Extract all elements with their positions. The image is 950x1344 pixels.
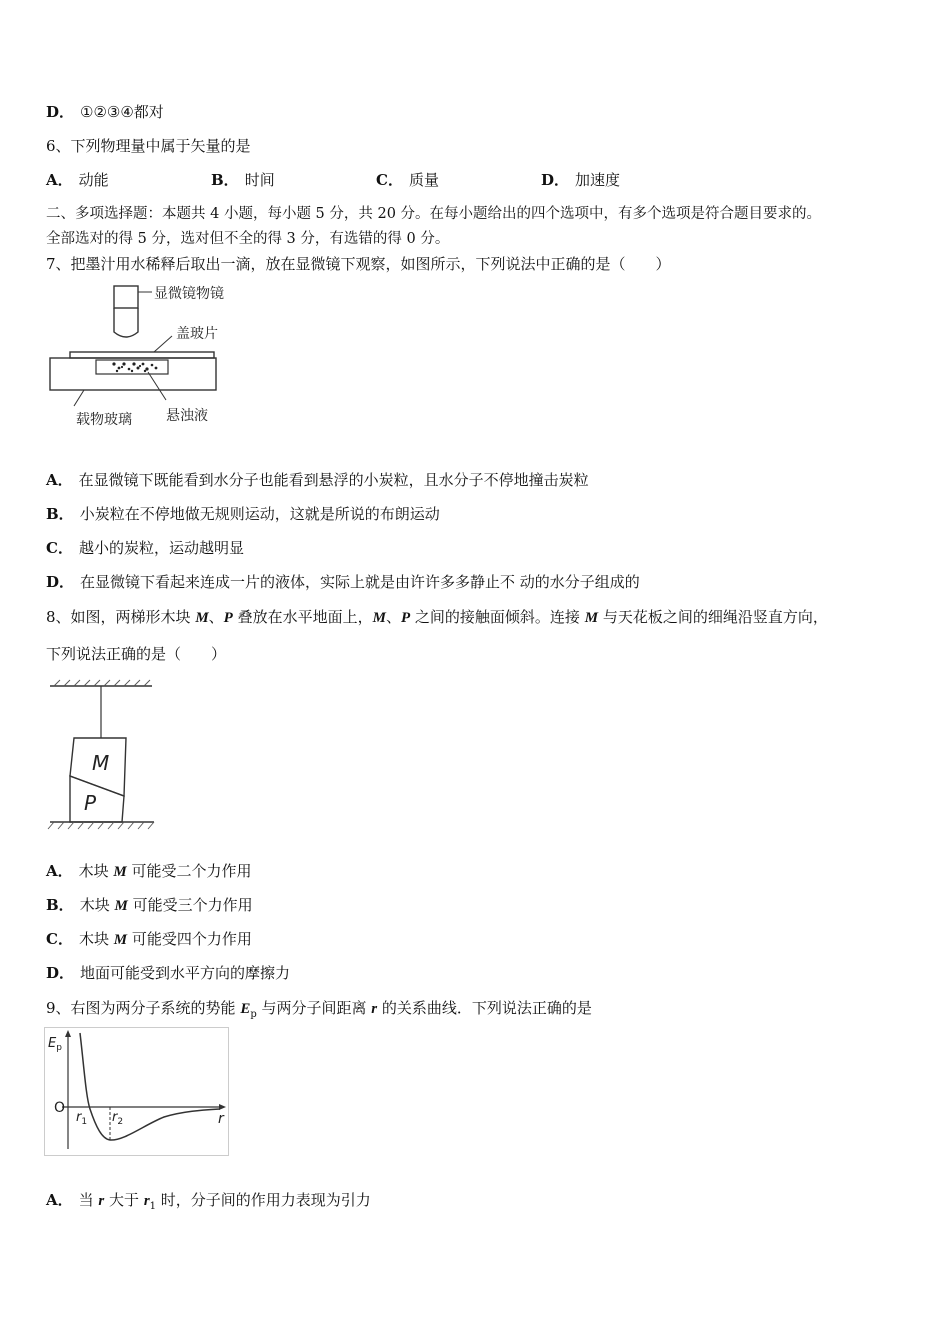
option-text: 时间 (244, 171, 275, 189)
option-label: A． (46, 471, 73, 489)
q8-stem-line2: 下列说法正确的是（ ） (46, 645, 227, 663)
q8-sep: 、 (208, 608, 224, 626)
var-m: M (114, 898, 128, 914)
option-text: 可能受三个力作用 (127, 896, 253, 914)
block-p (70, 776, 124, 822)
cover-leader (154, 336, 172, 352)
r2-sub: 2 (117, 1117, 124, 1127)
var-m: M (113, 932, 128, 948)
blocks-figure (44, 676, 164, 836)
var-ep-sub: p (250, 1009, 257, 1020)
potential-energy-graph (44, 1027, 230, 1157)
r1-sub: 1 (81, 1117, 88, 1127)
q5-option-d (46, 102, 164, 122)
q9-text: 与两分子间距离 (256, 999, 372, 1017)
r1-label (76, 1110, 87, 1127)
option-label: C． (46, 930, 73, 948)
cover-label: 盖玻片 (176, 326, 218, 342)
option-text: ①②③④都对 (80, 103, 164, 121)
r2-main: r (112, 1110, 118, 1125)
q8-text: 8、如图，两梯形木块 (46, 608, 196, 626)
q8-text: 叠放在水平地面上， (232, 608, 373, 626)
suspension-leader (148, 372, 166, 400)
var-m: M (195, 610, 209, 626)
q9-text: 9、右图为两分子系统的势能 (46, 999, 241, 1017)
q6-option-d (541, 170, 620, 190)
ground-hatch (48, 822, 154, 829)
q7-option-d (46, 572, 640, 592)
var-r: r (371, 1001, 378, 1017)
graph-frame (45, 1028, 229, 1156)
option-text: 在显微镜下既能看到水分子也能看到悬浮的小炭粒，且水分子不停地撞击炭粒 (78, 471, 589, 489)
var-p: P (223, 610, 233, 626)
label-m: M (92, 751, 110, 775)
option-label: A． (46, 171, 73, 189)
option-label: D． (46, 573, 75, 591)
q8-text: 与天花板之间的细绳沿竖直方向， (598, 608, 828, 626)
q8-option-d (46, 963, 290, 983)
slide-leader (74, 390, 84, 406)
var-ep: E (240, 1001, 251, 1017)
option-text: 加速度 (575, 171, 621, 189)
q7-stem: 7、把墨汁用水稀释后取出一滴，放在显微镜下观察，如图所示，下列说法中正确的是（ ） (46, 255, 671, 273)
r2-label (112, 1110, 123, 1127)
q6-stem: 6、下列物理量中属于矢量的是 (46, 137, 251, 155)
q8-text: 之间的接触面倾斜。连接 (410, 608, 585, 626)
y-label (48, 1036, 62, 1053)
q8-option-b (46, 895, 253, 916)
r1-main: r (76, 1110, 82, 1125)
potential-curve (80, 1033, 220, 1140)
q7-option-a (46, 470, 589, 490)
option-text: 当 (78, 1191, 99, 1209)
option-text: 大于 (104, 1191, 144, 1209)
section2-line1: 二、多项选择题：本题共 4 小题，每小题 5 分，共 20 分。在每小题给出的四个选项中，有多个选项是符合题目要求的。 (46, 206, 822, 222)
option-text: 动能 (78, 171, 109, 189)
objective-lens (114, 308, 138, 337)
y-label-main: E (48, 1036, 57, 1051)
q9-stem (46, 998, 592, 1025)
option-text: 地面可能受到水平方向的摩擦力 (80, 964, 291, 982)
q9-text: 的关系曲线．下列说法正确的是 (377, 999, 592, 1017)
option-label: B． (46, 896, 74, 914)
section2-line2: 全部选对的得 5 分，选对但不全的得 3 分，有选错的得 0 分。 (46, 231, 450, 247)
option-text: 在显微镜下看起来连成一片的液体，实际上就是由许许多多静止不 动的水分子组成的 (80, 573, 640, 591)
q8-stem-line1 (46, 607, 828, 628)
option-text: 时，分子间的作用力表现为引力 (156, 1191, 371, 1209)
q6-option-b (211, 170, 275, 190)
var-m: M (584, 610, 599, 626)
option-text: 木块 (78, 862, 114, 880)
q6-option-c (376, 170, 439, 190)
y-label-sub: p (56, 1043, 62, 1053)
option-text: 质量 (408, 171, 439, 189)
option-label: A． (46, 862, 73, 880)
option-text: 可能受四个力作用 (127, 930, 252, 948)
x-label: r (218, 1111, 224, 1127)
microscope-figure (44, 278, 244, 433)
var-r1-sub: 1 (149, 1201, 157, 1212)
option-label: B． (46, 505, 74, 523)
label-p: P (84, 791, 97, 815)
option-text: 木块 (78, 930, 114, 948)
option-label: C． (46, 539, 73, 557)
q8-sep: 、 (385, 608, 401, 626)
cover-glass (70, 352, 214, 358)
option-label: C． (376, 171, 403, 189)
x-arrow (219, 1104, 226, 1110)
q8-option-c (46, 929, 252, 950)
option-label: D． (541, 171, 570, 189)
q7-option-c (46, 538, 244, 558)
option-label: D． (46, 964, 75, 982)
q8-option-a (46, 861, 252, 882)
objective-barrel (114, 286, 138, 308)
option-text: 小炭粒在不停地做无规则运动，这就是所说的布朗运动 (79, 505, 440, 523)
objective-label: 显微镜物镜 (154, 286, 224, 302)
var-m: M (113, 864, 127, 880)
q7-option-b (46, 504, 440, 524)
suspension-label: 悬浊液 (166, 408, 208, 424)
ceiling-hatch (54, 680, 150, 686)
option-text: 越小的炭粒，运动越明显 (78, 539, 244, 557)
origin-label: O (54, 1100, 66, 1116)
y-arrow (65, 1030, 71, 1037)
suspension-particles (112, 362, 157, 372)
option-label: D． (46, 103, 75, 121)
q9-option-a (46, 1190, 371, 1217)
option-text: 可能受二个力作用 (126, 862, 252, 880)
q6-option-a (46, 170, 109, 190)
option-text: 木块 (79, 896, 115, 914)
var-r: r (98, 1193, 105, 1209)
option-label: B． (211, 171, 239, 189)
option-label: A． (46, 1191, 73, 1209)
var-p: P (400, 610, 411, 626)
slide-label: 载物玻璃 (76, 412, 132, 428)
var-m: M (372, 610, 386, 626)
var-r1: r (143, 1193, 150, 1209)
